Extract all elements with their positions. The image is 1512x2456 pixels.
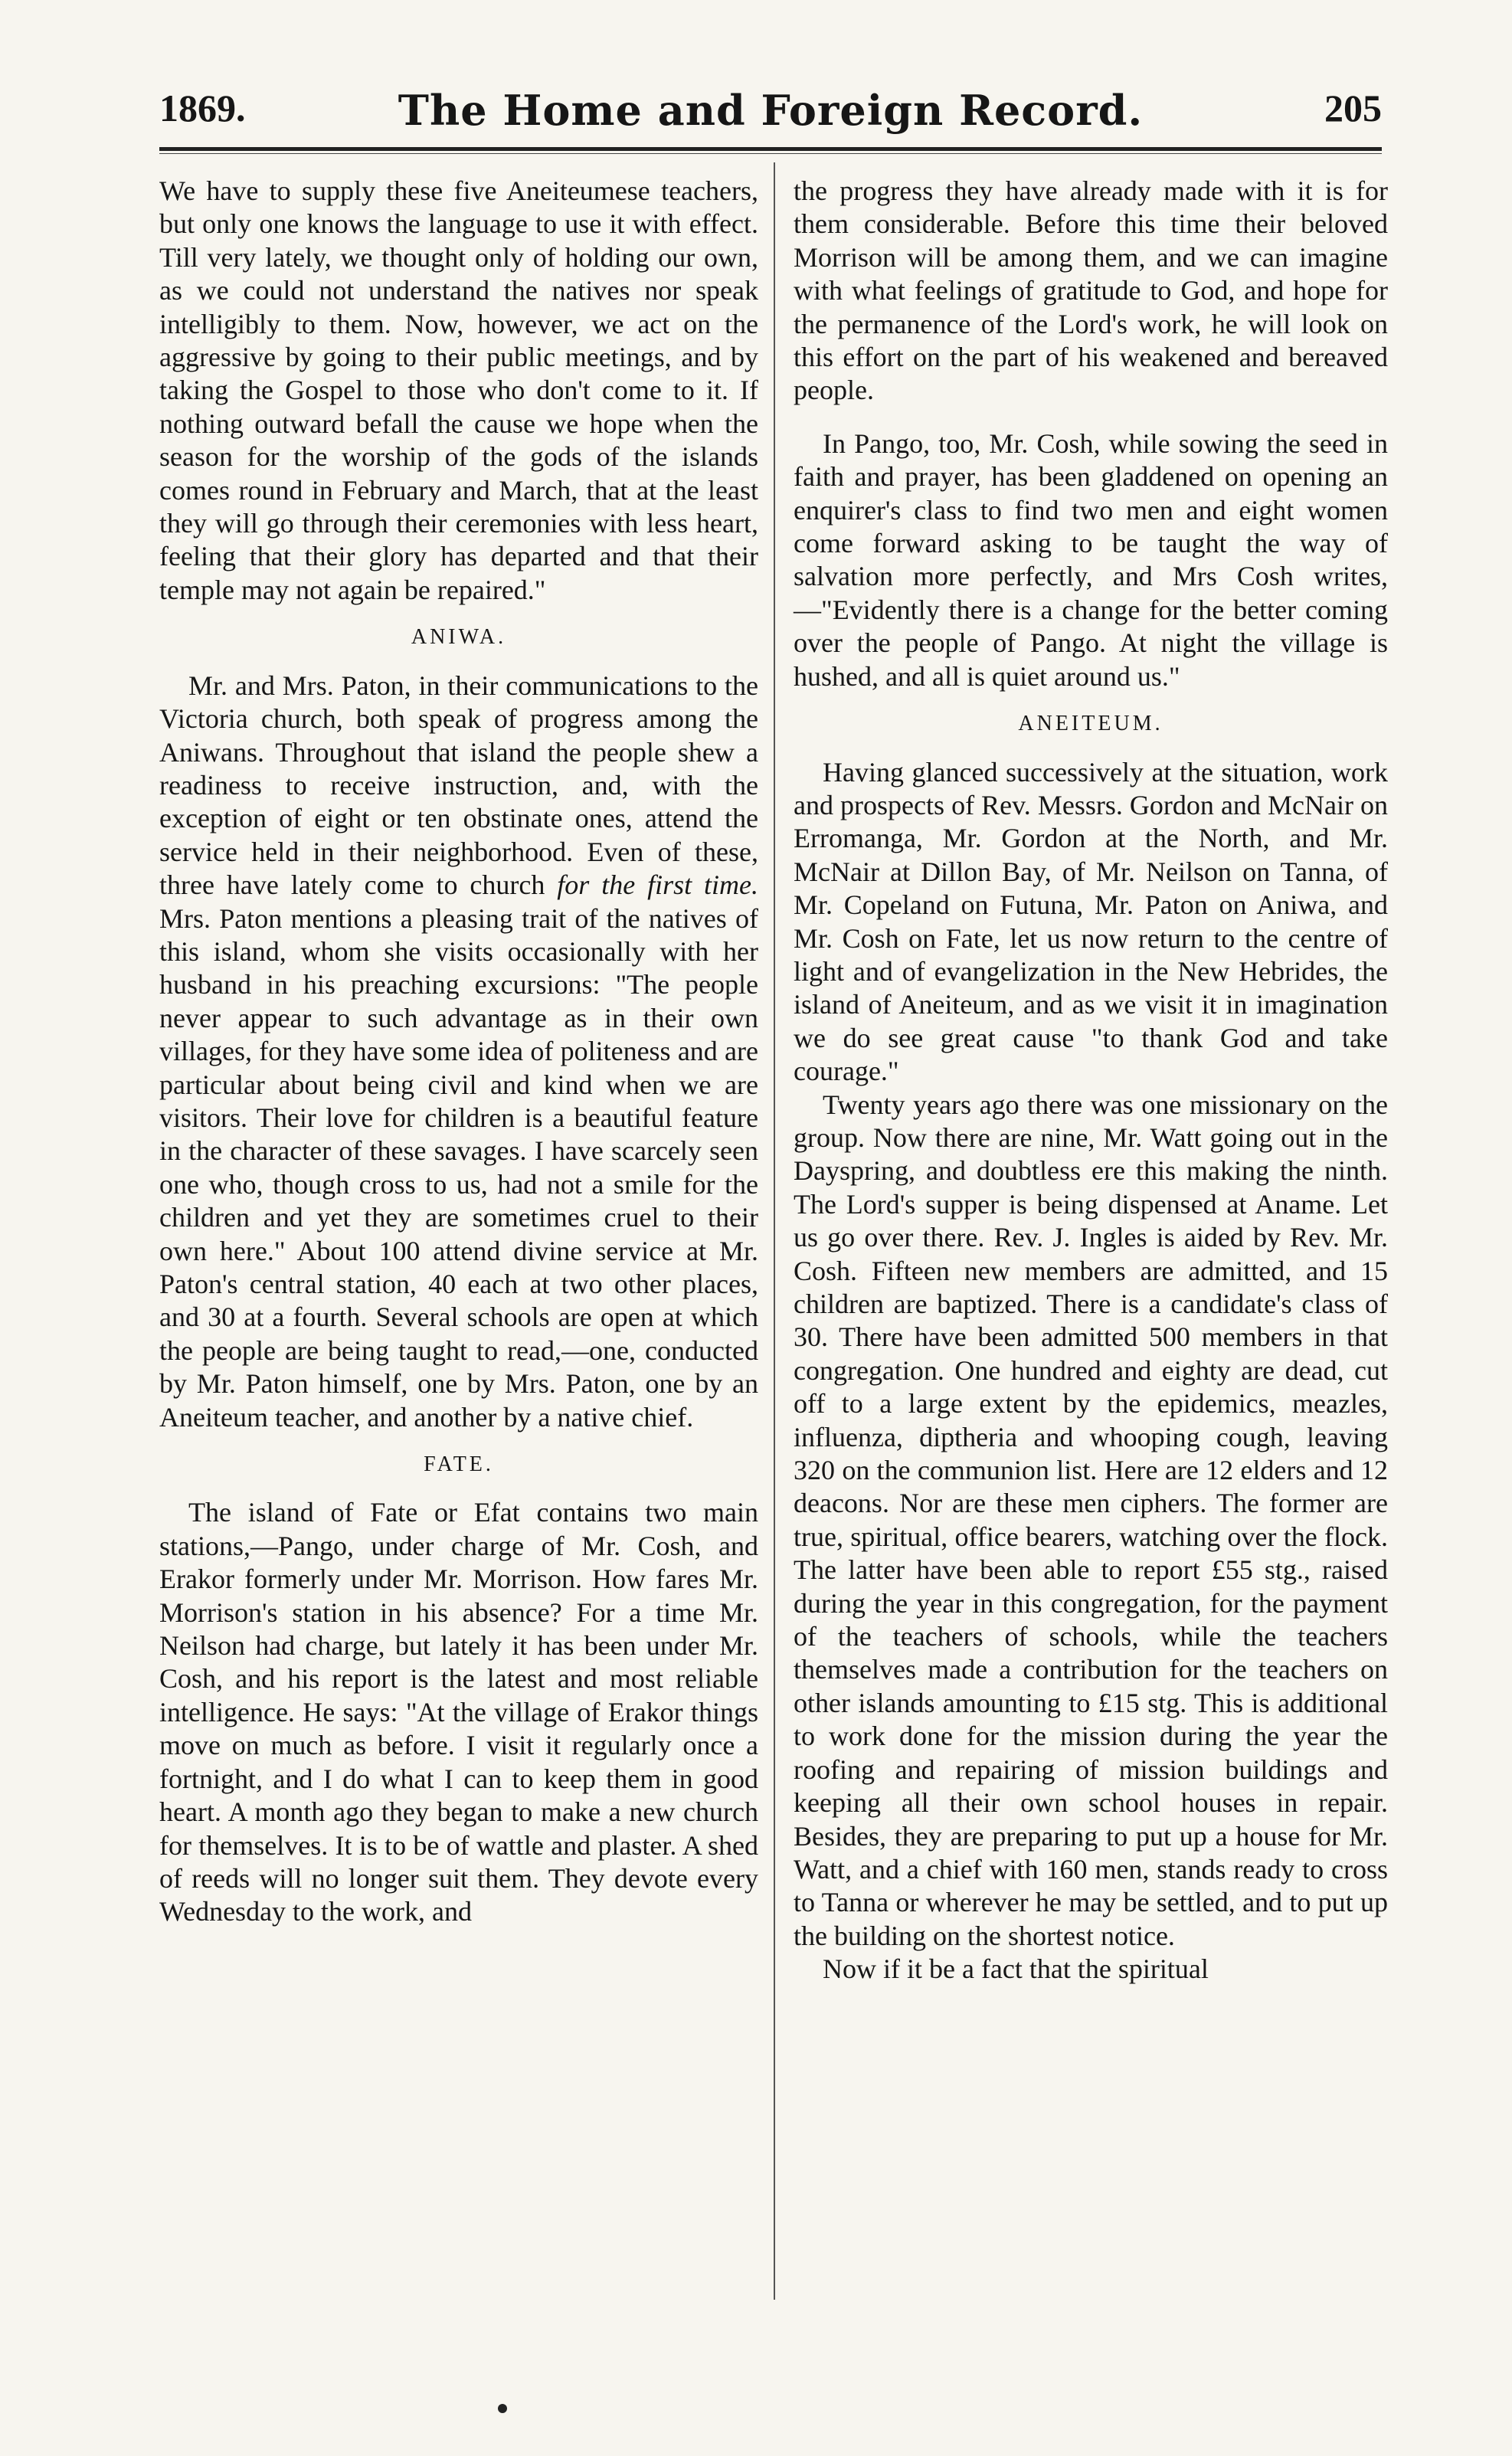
printer-mark: [498, 2404, 507, 2413]
paragraph-aniwa-text-2: Mrs. Paton mentions a pleasing trait of the natives of this island, whom she visits occasionally with her husband in his preaching excursions: "The people never appear to such advantage as in their own villages, for they have some idea of politeness and are particular about being civil and kind when we are visitors. Their love for children is a beautiful feature in the character of these savages. I have scarcely seen one who, though cross to us, had not a smile for the children and yet they are sometimes cruel to their own here." About 100 attend divine service at Mr. Paton's central station, 40 each at two other places, and 30 at a fourth. Several schools are open at which the people are being taught to read,—one, conducted by Mr. Paton himself, one by Mrs. Paton, one by an Aneiteum teacher, and another by a native chief.: [159, 902, 758, 1433]
paragraph-spiritual: Now if it be a fact that the spiritual: [823, 1953, 1209, 1985]
paragraph-erakor-progress: the progress they have already made with it is for them considerable. Before this time their beloved Morrison will be among them, and we can imagine with what feelings of gratitude to God, and hope for the permanence of the Lord's work, he will look on this effort on the part of his weakened and bereaved people.: [794, 175, 1388, 406]
paragraph-aniwa-italic: for the first time.: [557, 869, 759, 901]
paragraph-aniwa: [159, 670, 758, 1434]
paragraph-pango: In Pango, too, Mr. Cosh, while sowing the seed in faith and prayer, has been gladdened on opening an enquirer's class to find two men and eight women come forward asking to be taught the way of salvation more perfectly, and Mrs Cosh writes,—"Evidently there is a change for the better coming over the people of Pango. At night the village is hushed, and all is quiet around us.": [794, 427, 1388, 692]
paragraph-teachers: We have to supply these five Aneiteumese teachers, but only one knows the language to use it with effect. Till very lately, we thought only of holding our own, as we could not understand the natives nor speak intelligibly to them. Now, however, we act on the aggressive by going to their public meetings, and by taking the Gospel to those who don't come to it. If nothing outward befall the cause we hope when the season for the worship of the gods of the islands comes round in February and March, that at the least they will go through their ceremonies with less heart, feeling that their glory has departed and that their temple may not again be repaired.": [159, 175, 758, 605]
paragraph-aniwa-text-1: Mr. and Mrs. Paton, in their communications to the Victoria church, both speak of progress among the Aniwans. Throughout that island the people shew a readiness to receive instruction, and, with the exception of eight or ten obstinate ones, attend the service held in their neighborhood. Even of these, three have lately come to church: [159, 670, 758, 901]
section-heading-aniwa: ANIWA.: [411, 625, 507, 650]
running-header: [159, 86, 1382, 135]
section-heading-fate: FATE.: [424, 1452, 494, 1477]
section-heading-aneiteum: ANEITEUM.: [1018, 712, 1163, 736]
header-year: 1869.: [159, 87, 246, 129]
header-rule: [159, 147, 1382, 151]
page-number: 205: [1324, 87, 1382, 129]
header-rule-thin: [159, 153, 1382, 154]
column-divider: [774, 162, 775, 2300]
publication-title: The Home and Foreign Record.: [398, 86, 1144, 135]
paragraph-twenty-years: Twenty years ago there was one missionary on the group. Now there are nine, Mr. Watt going out in the Dayspring, and doubtless ere this making the ninth. The Lord's supper is being dispensed at Aname. Let us go over there. Rev. J. Ingles is aided by Rev. Mr. Cosh. Fifteen new members are admitted, and 15 children are baptized. There is a candidate's class of 30. There have been admitted 500 members in that congregation. One hundred and eighty are dead, cut off to a large extent by the epidemics, meazles, influenza, diptheria and whooping cough, leaving 320 on the communion list. Here are 12 elders and 12 deacons. Nor are these men ciphers. The former are true, spiritual, office bearers, watching over the flock. The latter have been able to report £55 stg., raised during the year in this congregation, for the payment of the teachers of schools, while the teachers themselves made a contribution for the teachers on other islands amounting to £15 stg. This is additional to work done for the mission during the year the roofing and repairing of mission buildings and keeping all their own school houses in repair. Besides, they are preparing to put up a house for Mr. Watt, and a chief with 160 men, stands ready to cross to Tanna or wherever he may be settled, and to put up the building on the shortest notice.: [794, 1089, 1388, 1951]
paragraph-aneiteum-intro: Having glanced successively at the situation, work and prospects of Rev. Messrs. Gordon and McNair on Erromanga, Mr. Gordon at the North, and Mr. McNair at Dillon Bay, of Mr. Neilson on Tanna, of Mr. Copeland on Futuna, Mr. Paton on Aniwa, and Mr. Cosh on Fate, let us now return to the centre of light and of evangelization in the New Hebrides, the island of Aneiteum, and as we visit it in imagination we do see great cause "to thank God and take courage.": [794, 756, 1388, 1087]
right-column: [794, 175, 1388, 1986]
paragraph-fate: The island of Fate or Efat contains two main stations,—Pango, under charge of Mr. Cosh, and Erakor formerly under Mr. Morrison. How fares Mr. Morrison's station in his absence? For a time Mr. Neilson had charge, but lately it has been under Mr. Cosh, and his report is the latest and most reliable intelligence. He says: "At the village of Erakor things move on much as before. I visit it regularly once a fortnight, and I do what I can to keep them in good heart. A month ago they began to make a new church for themselves. It is to be of wattle and plaster. A shed of reeds will no longer suit them. They devote every Wednesday to the work, and: [159, 1497, 758, 1927]
left-column: [159, 175, 758, 1929]
